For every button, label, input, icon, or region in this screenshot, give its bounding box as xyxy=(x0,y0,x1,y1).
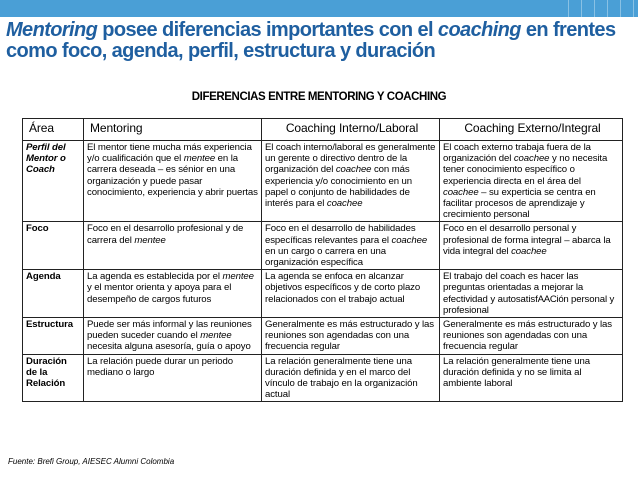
row-header-perfil: Perfil del Mentor o Coach xyxy=(23,141,84,222)
title-line-2: como foco, agenda, perfil, estructura y duración xyxy=(6,40,436,62)
table-title: DIFERENCIAS ENTRE MENTORING Y COACHING xyxy=(191,91,447,103)
table-row xyxy=(23,270,623,318)
title-em-coaching: coaching xyxy=(437,19,521,41)
row-header-agenda: Agenda xyxy=(23,270,84,318)
cell-estructura-externo: Generalmente es más estructurado y las reuniones son agendadas con una frecuencia regular xyxy=(440,318,623,355)
cell-foco-externo: Foco en el desarrollo personal y profesional de forma integral – abarca la vida integral del coachee xyxy=(440,222,623,270)
cell-foco-interno: Foco en el desarrollo de habilidades específicas relevantes para el coachee en un cargo o carrera en una organización específica xyxy=(262,222,440,270)
cell-estructura-interno: Generalmente es más estructurado y las reuniones son agendadas con una frecuencia regular xyxy=(262,318,440,355)
cell-agenda-interno: La agenda se enfoca en alcanzar objetivos específicos y de corto plazo relacionados con el trabajo actual xyxy=(262,270,440,318)
table-row xyxy=(23,222,623,270)
cell-perfil-interno: El coach interno/laboral es generalmente un gerente o directivo dentro de la organización del coachee con más experiencia y/o conocimiento en un papel o conjunto de habilidades de interés para el coachee xyxy=(262,141,440,222)
table-row xyxy=(23,141,623,222)
cell-perfil-externo: El coach externo trabaja fuera de la organización del coachee y no necesita tener conocimiento específico o experiencia directa en el área del coachee – su experticia se centra en facilitar procesos de aprendizaje y crecimiento personal xyxy=(440,141,623,222)
table-row xyxy=(23,354,623,402)
col-header-area: Área xyxy=(23,119,84,141)
table-header-row xyxy=(23,119,623,141)
cell-perfil-mentoring: El mentor tiene mucha más experiencia y/o cualificación que el mentee en la carrera deseada – es sénior en una organización y puede pasar conocimiento, experiencia y abrir puertas xyxy=(84,141,262,222)
header-band-pattern xyxy=(560,0,638,17)
cell-foco-mentoring: Foco en el desarrollo profesional y de carrera del mentee xyxy=(84,222,262,270)
table-row xyxy=(23,318,623,355)
row-header-duracion: Duración de la Relación xyxy=(23,354,84,402)
row-header-foco: Foco xyxy=(23,222,84,270)
header-band xyxy=(0,0,638,17)
title-text-1: posee diferencias importantes con el xyxy=(97,19,438,41)
title-em-mentoring: Mentoring xyxy=(6,19,98,41)
col-header-coaching-externo: Coaching Externo/Integral xyxy=(440,119,623,141)
col-header-mentoring: Mentoring xyxy=(84,119,262,141)
cell-duracion-mentoring: La relación puede durar un periodo mediano o largo xyxy=(84,354,262,402)
cell-agenda-externo: El trabajo del coach es hacer las preguntas orientadas a mejorar la efectividad y autosatisfAACión personal y profesional xyxy=(440,270,623,318)
cell-estructura-mentoring: Puede ser más informal y las reuniones pueden suceder cuando el mentee necesita alguna asesoría, guía o apoyo xyxy=(84,318,262,355)
title-text-2: en frentes xyxy=(520,19,616,41)
source-footnote: Fuente: Brefi Group, AIESEC Alumni Colombia xyxy=(8,457,175,466)
cell-duracion-externo: La relación generalmente tiene una duración definida y no se limita al ambiente laboral xyxy=(440,354,623,402)
slide-title xyxy=(6,20,626,62)
row-header-estructura: Estructura xyxy=(23,318,84,355)
comparison-table xyxy=(22,118,623,402)
cell-duracion-interno: La relación generalmente tiene una duración definida y en el marco del vínculo de trabajo en la organización actual xyxy=(262,354,440,402)
cell-agenda-mentoring: La agenda es establecida por el mentee y el mentor orienta y apoya para el desempeño de cargos futuros xyxy=(84,270,262,318)
col-header-coaching-interno: Coaching Interno/Laboral xyxy=(262,119,440,141)
